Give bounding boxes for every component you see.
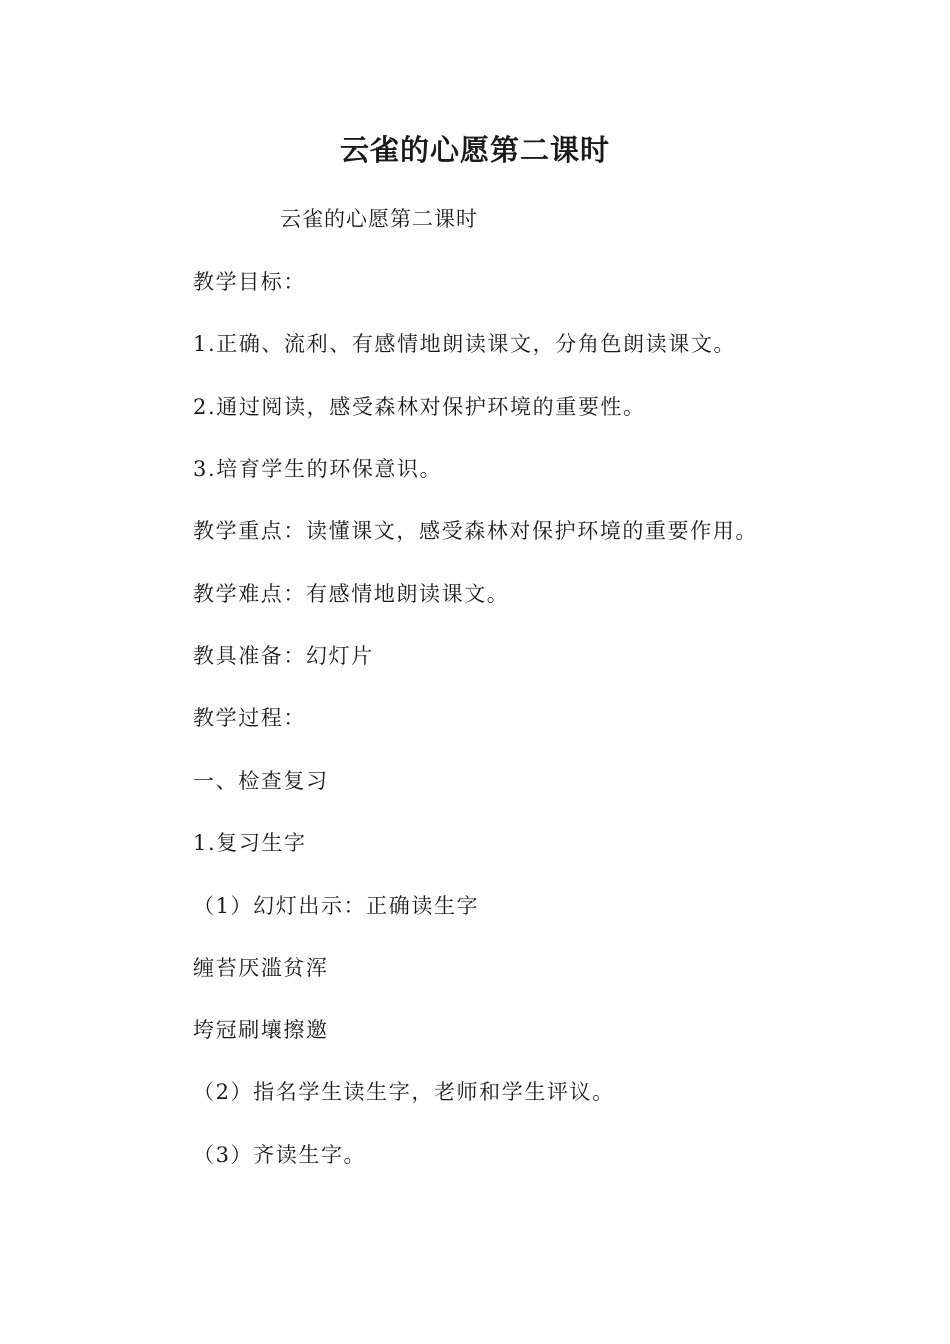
process-substep: 1.复习生字: [193, 831, 307, 855]
section-heading-process: 教学过程：: [193, 706, 306, 730]
materials-text: 教具准备：幻灯片: [193, 644, 374, 668]
vocabulary-line: 缠苔厌滥贫浑: [193, 956, 329, 980]
document-subtitle: 云雀的心愿第二课时: [280, 207, 478, 231]
difficulty-text: 教学难点：有感情地朗读课文。: [193, 582, 510, 606]
objective-item: 3.培育学生的环保意识。: [193, 457, 443, 481]
document-title: 云雀的心愿第二课时: [339, 133, 610, 167]
process-substep-item: （2）指名学生读生字，老师和学生评议。: [193, 1080, 615, 1104]
process-step-heading: 一、检查复习: [193, 769, 329, 793]
section-heading-objectives: 教学目标：: [193, 270, 306, 294]
process-substep-item: （1）幻灯出示：正确读生字: [193, 894, 480, 918]
key-point-text: 教学重点：读懂课文，感受森林对保护环境的重要作用。: [193, 519, 758, 543]
vocabulary-line: 垮冠刷壤擦邀: [193, 1018, 329, 1042]
objective-item: 2.通过阅读，感受森林对保护环境的重要性。: [193, 395, 646, 419]
process-substep-item: （3）齐读生字。: [193, 1143, 367, 1167]
objective-item: 1.正确、流利、有感情地朗读课文，分角色朗读课文。: [193, 332, 737, 356]
